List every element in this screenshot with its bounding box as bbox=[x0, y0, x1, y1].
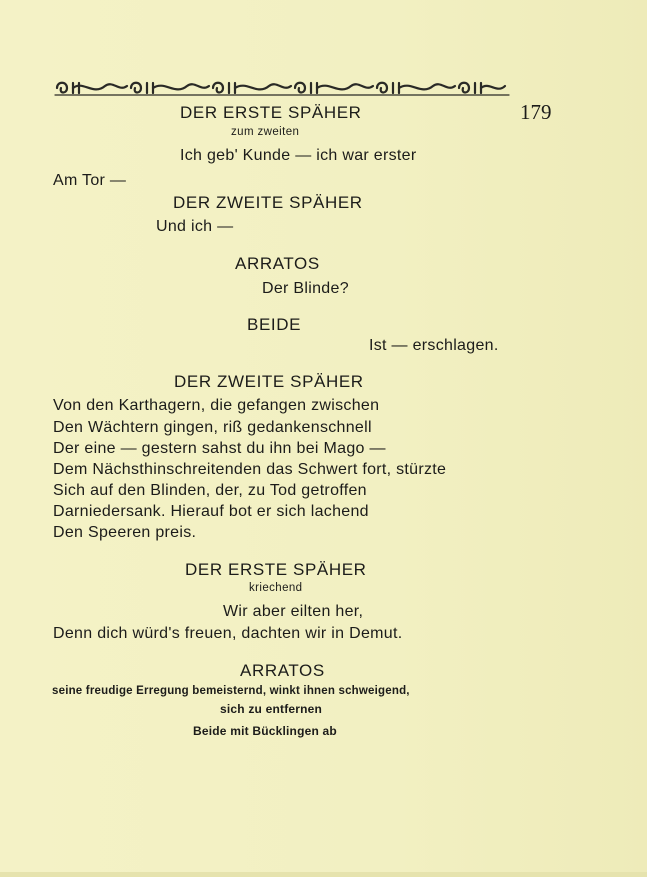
page-bottom-edge bbox=[0, 872, 647, 877]
ornament-border bbox=[53, 78, 511, 98]
verse-line: Denn dich würd's freuen, dachten wir in Demut. bbox=[53, 625, 403, 642]
stage-direction: sich zu entfernen bbox=[220, 702, 323, 716]
verse-line: Am Tor — bbox=[53, 172, 127, 189]
speaker-label: ARRATOS bbox=[235, 254, 320, 273]
verse-line: Darniedersank. Hierauf bot er sich lachend bbox=[53, 503, 369, 520]
speaker-label: DER ERSTE SPÄHER bbox=[185, 560, 367, 579]
verse-line: Der Blinde? bbox=[262, 280, 349, 297]
verse-line: Den Wächtern gingen, riß gedankenschnell bbox=[53, 419, 372, 436]
speaker-label: DER ERSTE SPÄHER bbox=[180, 103, 362, 122]
stage-direction: seine freudige Erregung bemeisternd, winkt ihnen schweigend, bbox=[52, 685, 410, 697]
verse-line: Der eine — gestern sahst du ihn bei Mago — bbox=[53, 440, 386, 457]
speaker-label: DER ZWEITE SPÄHER bbox=[174, 372, 364, 391]
page-number: 179 bbox=[520, 100, 552, 124]
speaker-label: DER ZWEITE SPÄHER bbox=[173, 193, 363, 212]
stage-direction: Beide mit Bücklingen ab bbox=[193, 724, 337, 738]
stage-direction: kriechend bbox=[249, 582, 303, 594]
speaker-label: ARRATOS bbox=[240, 661, 325, 680]
verse-line: Und ich — bbox=[156, 218, 234, 235]
verse-line: Von den Karthagern, die gefangen zwischen bbox=[53, 397, 380, 414]
verse-line: Dem Nächsthinschreitenden das Schwert fort, stürzte bbox=[53, 461, 447, 478]
stage-direction: zum zweiten bbox=[231, 126, 300, 138]
verse-line: Ich geb' Kunde — ich war erster bbox=[180, 147, 417, 164]
speaker-label: BEIDE bbox=[247, 315, 302, 334]
verse-line: Sich auf den Blinden, der, zu Tod getroffen bbox=[53, 482, 367, 499]
verse-line: Den Speeren preis. bbox=[53, 524, 197, 541]
verse-line: Ist — erschlagen. bbox=[369, 337, 499, 354]
verse-line: Wir aber eilten her, bbox=[223, 603, 364, 620]
